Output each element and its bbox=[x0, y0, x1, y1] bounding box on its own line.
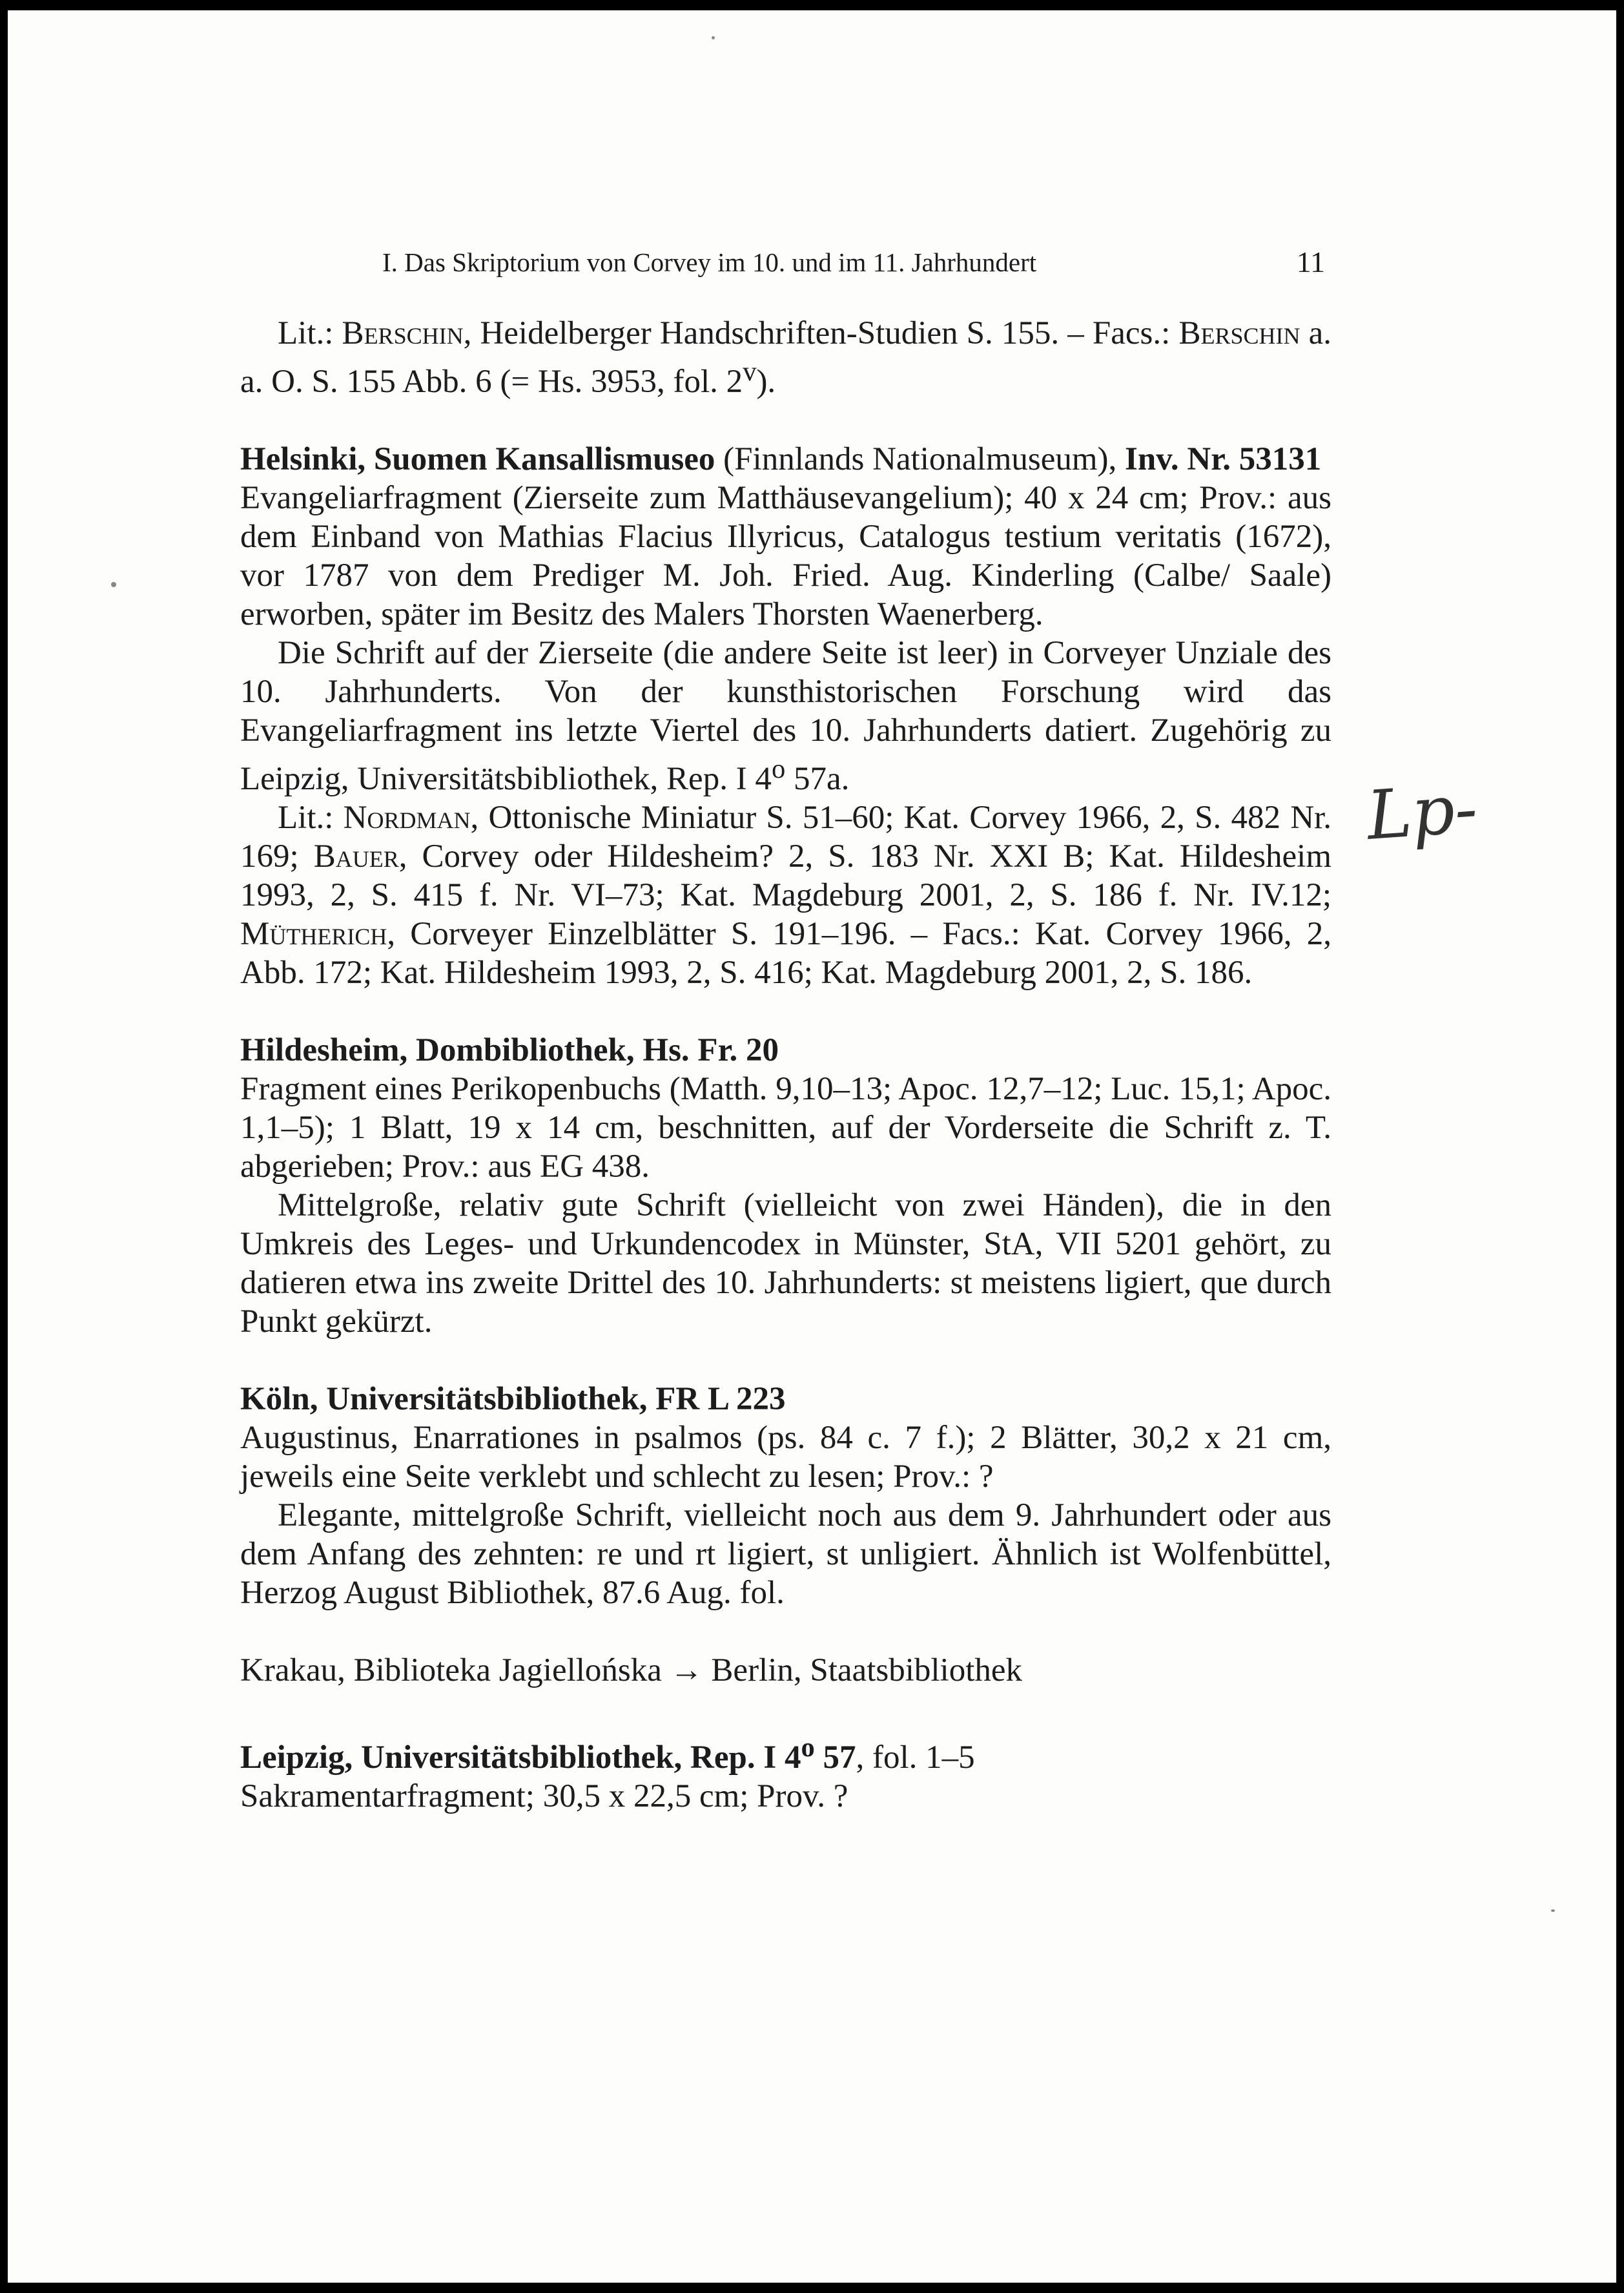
superscript: v bbox=[743, 357, 757, 387]
author-name: Mütherich bbox=[240, 916, 387, 952]
author-name: Nordman bbox=[343, 800, 471, 836]
lit-label: Lit.: bbox=[278, 800, 344, 836]
lit-text: , Ottonische Miniatur S. 51–60; Kat. Corvey 1966, 2, S. 482 Nr. 169; bbox=[240, 800, 1331, 875]
heading-bold: Inv. Nr. 53131 bbox=[1125, 441, 1322, 477]
heading-bold: Helsinki, Suomen Kansallismuseo bbox=[240, 441, 715, 477]
lit-text: , Corveyer Einzelblätter S. 191–196. – Facs.: Kat. Corvey 1966, 2, Abb. 172; Kat. Hildesheim 1993, 2, S. 416; Kat. Magdeburg 2001, 2, S. 186. bbox=[240, 916, 1331, 991]
lit-text: ). bbox=[756, 364, 776, 400]
lit-berschin bbox=[240, 314, 1331, 401]
heading-bold: 57 bbox=[814, 1739, 856, 1776]
author-name: Bauer bbox=[313, 838, 399, 875]
author-name: Berschin bbox=[342, 315, 464, 351]
entry-body-koeln: Elegante, mittelgroße Schrift, vielleicht noch aus dem 9. Jahrhundert oder aus dem Anfang des zehnten: re und rt ligiert, st unligiert. Ähnlich ist Wolfenbüttel, Herzog August Bibliothek, 87.6 Aug. fol. bbox=[240, 1497, 1331, 1611]
running-header bbox=[382, 243, 1325, 282]
entry-heading-koeln: Köln, Universitätsbibliothek, FR L 223 bbox=[240, 1381, 786, 1417]
scan-speck bbox=[111, 582, 116, 587]
heading-regular: (Finnlands Nationalmuseum), bbox=[715, 441, 1125, 477]
entry-description-hildesheim: Fragment eines Perikopenbuchs (Matth. 9,10–13; Apoc. 12,7–12; Luc. 15,1; Apoc. 1,1–5); 1 Blatt, 19 x 14 cm, beschnitten, auf der Vorderseite die Schrift z. T. abgerieben; Prov.: aus EG 438. bbox=[240, 1071, 1331, 1185]
entry-lit-helsinki bbox=[240, 798, 1331, 992]
entry-description-leipzig: Sakramentarfragment; 30,5 x 22,5 cm; Prov. ? bbox=[240, 1778, 848, 1814]
heading-bold: Leipzig, Universitätsbibliothek, Rep. I 4 bbox=[240, 1739, 801, 1776]
cross-reference-krakau: Krakau, Biblioteka Jagiellońska → Berlin, Staatsbibliothek bbox=[240, 1652, 1023, 1688]
superscript: o bbox=[771, 754, 786, 784]
superscript: o bbox=[801, 1732, 815, 1763]
entry-description-koeln: Augustinus, Enarrationes in psalmos (ps. 84 c. 7 f.); 2 Blätter, 30,2 x 21 cm, jeweils eine Seite verklebt und schlecht zu lesen; Prov.: ? bbox=[240, 1420, 1331, 1495]
lit-text: , Heidelberger Handschriften-Studien S. 155. – Facs.: bbox=[463, 315, 1179, 351]
lit-label: Lit.: bbox=[278, 315, 342, 351]
scan-speck bbox=[712, 36, 715, 39]
entry-body-hildesheim: Mittelgroße, relativ gute Schrift (vielleicht von zwei Händen), die in den Umkreis des Leges- und Urkundencodex in Münster, StA, VII 5201 gehört, zu datieren etwa ins zweite Drittel des 10. Jahrhunderts: st meistens ligiert, que durch Punkt gekürzt. bbox=[240, 1187, 1331, 1340]
handwritten-margin-note: Lp- bbox=[1364, 769, 1480, 855]
scan-speck bbox=[1551, 1909, 1555, 1912]
entry-heading-leipzig bbox=[240, 1728, 1331, 1777]
heading-regular: , fol. 1–5 bbox=[856, 1739, 975, 1776]
author-name: Berschin bbox=[1178, 315, 1300, 351]
body-text: 57a. bbox=[785, 761, 850, 797]
lit-text: , Corvey oder Hildesheim? 2, S. 183 Nr. XXI B; Kat. Hildesheim 1993, 2, S. 415 f. Nr. VI–73; Kat. Magdeburg 2001, 2, S. 186 f. Nr. IV.12; bbox=[240, 838, 1332, 913]
entry-body-helsinki bbox=[240, 634, 1331, 798]
running-title: I. Das Skriptorium von Corvey im 10. und im 11. Jahrhundert bbox=[382, 247, 1037, 277]
body-text: Die Schrift auf der Zierseite (die andere Seite ist leer) in Corveyer Unziale des 10. Jahrhunderts. Von der kunsthistorischen Forschung wird das Evangeliarfragment ins letzte Viertel des 10. Jahrhunderts datiert. Zugehörig zu Leipzig, Universitätsbibliothek, Rep. I 4 bbox=[240, 635, 1331, 797]
lit-text: a. a. O. S. 155 Abb. 6 (= Hs. 3953, fol. 2 bbox=[240, 315, 1331, 400]
page-number: 11 bbox=[1296, 245, 1325, 278]
main-text bbox=[240, 314, 1331, 1816]
entry-description-helsinki: Evangeliarfragment (Zierseite zum Matthäusevangelium); 40 x 24 cm; Prov.: aus dem Einband von Mathias Flacius Illyricus, Catalogus testium veritatis (1672), vor 1787 von dem Prediger M. Joh. Fried. Aug. Kinderling (Calbe/ Saale) erworben, später im Besitz des Malers Thorsten Waenerberg. bbox=[240, 480, 1331, 632]
entry-heading-hildesheim: Hildesheim, Dombibliothek, Hs. Fr. 20 bbox=[240, 1032, 779, 1068]
entry-heading-helsinki bbox=[240, 440, 1331, 479]
